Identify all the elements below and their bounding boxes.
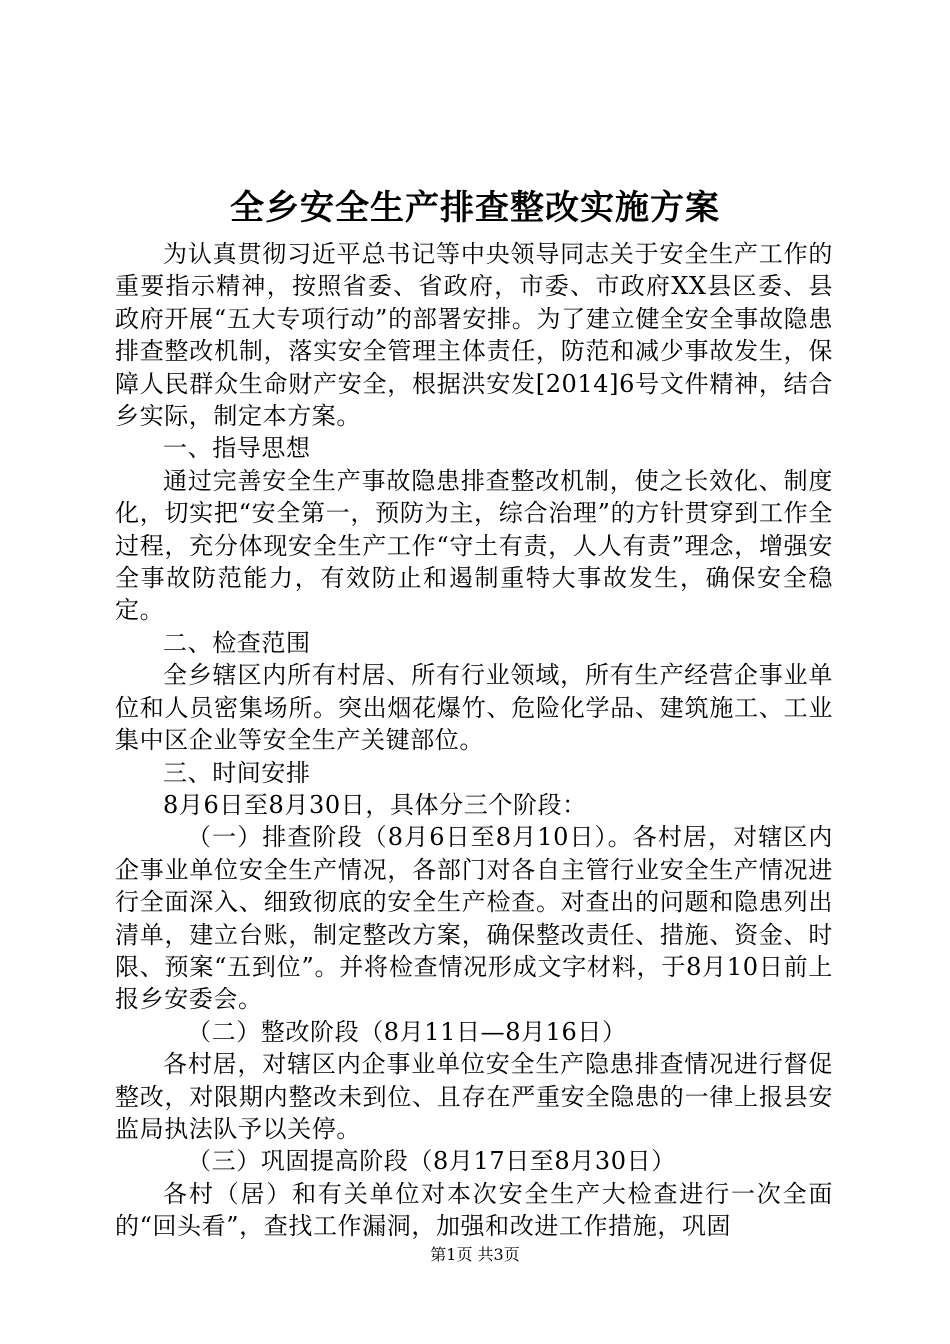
phase-three-paragraph: 各村（居）和有关单位对本次安全生产大检查进行一次全面的“回头看”，查找工作漏洞，加强和改进工作措施，巩固 <box>115 1179 833 1241</box>
document-body <box>115 238 833 1243</box>
intro-paragraph: 为认真贯彻习近平总书记等中央领导同志关于安全生产工作的重要指示精神，按照省委、省政府，市委、市政府XX县区委、县政府开展“五大专项行动”的部署安排。为了建立健全安全事故隐患排查整改机制，落实安全管理主体责任，防范和减少事故发生，保障人民群众生命财产安全，根据洪安发[2014]6号文件精神，结合乡实际，制定本方案。 <box>115 240 833 431</box>
section-heading-guiding-ideology: 一、指导思想 <box>163 434 311 463</box>
guiding-ideology-paragraph: 通过完善安全生产事故隐患排查整改机制，使之长效化、制度化，切实把“安全第一，预防为主，综合治理”的方针贯穿到工作全过程，充分体现安全生产工作“守土有责，人人有责”理念，增强安全事故防范能力，有效防止和遏制重特大事故发生，确保安全稳定。 <box>115 466 833 625</box>
phase-two-heading: （二）整改阶段（8月11日—8月16日） <box>187 1017 627 1046</box>
phase-one-paragraph: （一）排查阶段（8月6日至8月10日）。各村居，对辖区内企事业单位安全生产情况，各部门对各自主管行业安全生产情况进行全面深入、细致彻底的安全生产检查。对查出的问题和隐患列出清单，建立台账，制定整改方案，确保整改责任、措施、资金、时限、预案“五到位”。并将检查情况形成文字材料，于8月10日前上报乡安委会。 <box>115 823 833 1014</box>
phase-three-heading: （三）巩固提高阶段（8月17日至8月30日） <box>187 1147 676 1176</box>
inspection-scope-paragraph: 全乡辖区内所有村居、所有行业领域，所有生产经营企事业单位和人员密集场所。突出烟花爆竹、危险化学品、建筑施工、工业集中区企业等安全生产关键部位。 <box>115 661 833 755</box>
section-heading-schedule: 三、时间安排 <box>163 758 311 787</box>
phase-two-paragraph: 各村居，对辖区内企事业单位安全生产隐患排查情况进行督促整改，对限期内整改未到位、且存在严重安全隐患的一律上报县安监局执法队予以关停。 <box>115 1050 833 1143</box>
document-title: 全乡安全生产排查整改实施方案 <box>230 188 720 228</box>
schedule-summary-paragraph: 8月6日至8月30日，具体分三个阶段： <box>163 790 587 819</box>
page-number-footer: 第1页 共3页 <box>430 1245 520 1264</box>
section-heading-inspection-scope: 二、检查范围 <box>163 628 311 657</box>
